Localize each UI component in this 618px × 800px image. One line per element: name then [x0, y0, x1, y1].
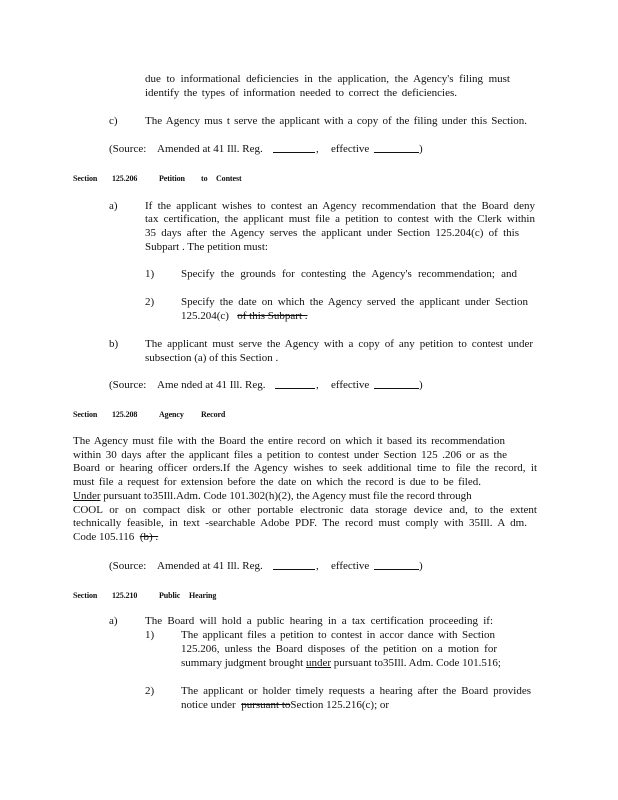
- paragraph-line: technically feasible, in text -searchable Adobe PDF. The record must comply with 35Ill. A dm.: [73, 517, 527, 529]
- blank-line: [374, 379, 419, 389]
- source-effective: effective: [331, 143, 370, 155]
- paragraph-line: 35 days after the Agency serves the applicant under Section 125.204(c) of this: [145, 227, 519, 239]
- source-amended: Amended at 41 Ill. Reg.: [157, 143, 263, 155]
- text-run: Code 105.116: [73, 531, 135, 543]
- source-comma: ,: [316, 379, 319, 391]
- underlined-text: Under: [73, 490, 101, 502]
- section-title: Hearing: [189, 591, 217, 600]
- text-run: pursuant to35Ill.Adm. Code 101.302(h)(2), the Agency must file the record through: [103, 490, 472, 502]
- source-amended: Ame nded at 41 Ill. Reg.: [157, 379, 266, 391]
- paragraph-line: The applicant files a petition to contest in accor dance with Section: [181, 629, 495, 641]
- section-word: Section: [73, 591, 98, 600]
- paragraph-line: must file a request for extension before the date on which the record is due to be filed.: [73, 476, 481, 488]
- source-comma: ,: [316, 560, 319, 572]
- blank-line: [374, 143, 419, 153]
- paragraph-line: [181, 657, 526, 670]
- text-run: 125.204(c): [181, 310, 229, 322]
- blank-line: [275, 379, 315, 389]
- section-number: 125.208: [112, 410, 138, 419]
- source-close: ): [419, 560, 423, 572]
- source-effective: effective: [331, 560, 370, 572]
- section-title: Public: [159, 591, 181, 600]
- text-run: summary judgment brought: [181, 657, 304, 669]
- source-note: [109, 143, 429, 156]
- source-close: ): [419, 143, 423, 155]
- section-title: Contest: [216, 174, 242, 183]
- paragraph-line: due to informational deficiencies in the application, the Agency's filing must: [145, 73, 510, 85]
- paragraph-line: [181, 310, 308, 323]
- struck-text: pursuant to: [241, 699, 291, 711]
- source-note: [109, 560, 429, 573]
- paragraph-line: subsection (a) of this Section .: [145, 352, 279, 364]
- paragraph-line: [73, 490, 503, 503]
- section-word: Section: [73, 410, 98, 419]
- source-note: [109, 379, 429, 392]
- section-heading: [73, 173, 273, 185]
- section-number: 125.206: [112, 174, 138, 183]
- paragraph-line: The applicant must serve the Agency with a copy of any petition to contest under: [145, 338, 533, 350]
- list-label: a): [109, 615, 118, 627]
- source-amended: Amended at 41 Ill. Reg.: [157, 560, 263, 572]
- section-title: to: [201, 174, 208, 183]
- list-label: c): [109, 115, 118, 127]
- text-run: pursuant to35Ill. Adm. Code 101.516;: [333, 657, 501, 669]
- blank-line: [273, 143, 315, 153]
- list-label: 2): [145, 685, 155, 697]
- paragraph-line: The Agency mus t serve the applicant with a copy of the filing under this Section.: [145, 115, 527, 127]
- paragraph-line: 125.206, unless the Board disposes of the petition on a motion for: [181, 643, 497, 655]
- paragraph-line: tax certification, the applicant must file a petition to contest with the Clerk within: [145, 213, 535, 225]
- paragraph-line: Subpart . The petition must:: [145, 241, 268, 253]
- paragraph-line: If the applicant wishes to contest an Agency recommendation that the Board deny: [145, 200, 535, 212]
- source-effective: effective: [331, 379, 370, 391]
- paragraph-line: COOL or on compact disk or other portable electronic data storage device and, to the extent: [73, 504, 537, 516]
- paragraph-line: within 30 days after the applicant files a petition to contest under Section 125 .206 or as the: [73, 449, 507, 461]
- source-comma: ,: [316, 143, 319, 155]
- struck-text: of this Subpart .: [237, 310, 308, 322]
- section-word: Section: [73, 174, 98, 183]
- list-label: 1): [145, 268, 155, 280]
- paragraph-line: [73, 531, 158, 544]
- section-title: Record: [201, 410, 226, 419]
- section-heading: [73, 409, 273, 421]
- paragraph-line: The Agency must file with the Board the entire record on which it based its recommendation: [73, 435, 505, 447]
- underlined-text: under: [305, 657, 332, 669]
- list-label: a): [109, 200, 118, 212]
- blank-line: [374, 560, 419, 570]
- list-label: b): [109, 338, 119, 350]
- section-title: Petition: [159, 174, 185, 183]
- paragraph-line: Specify the date on which the Agency served the applicant under Section: [181, 296, 528, 308]
- source-open: (Source:: [109, 379, 147, 391]
- blank-line: [273, 560, 315, 570]
- paragraph-line: Specify the grounds for contesting the Agency's recommendation; and: [181, 268, 517, 280]
- paragraph-line: Board or hearing officer orders.If the Agency wishes to seek additional time to file the record, it: [73, 462, 537, 474]
- source-open: (Source:: [109, 143, 147, 155]
- text-run: notice under: [181, 699, 236, 711]
- section-title: Agency: [159, 410, 184, 419]
- list-label: 1): [145, 629, 155, 641]
- section-heading: [73, 590, 273, 602]
- list-label: 2): [145, 296, 155, 308]
- paragraph-line: identify the types of information needed to correct the deficiencies.: [145, 87, 457, 99]
- source-open: (Source:: [109, 560, 147, 572]
- source-close: ): [419, 379, 423, 391]
- struck-text: (b) .: [139, 531, 159, 543]
- section-number: 125.210: [112, 591, 138, 600]
- text-run: Section 125.216(c); or: [290, 699, 390, 711]
- paragraph-line: [181, 699, 389, 712]
- paragraph-line: The applicant or holder timely requests a hearing after the Board provides: [181, 685, 531, 697]
- paragraph-line: The Board will hold a public hearing in a tax certification proceeding if:: [145, 615, 493, 627]
